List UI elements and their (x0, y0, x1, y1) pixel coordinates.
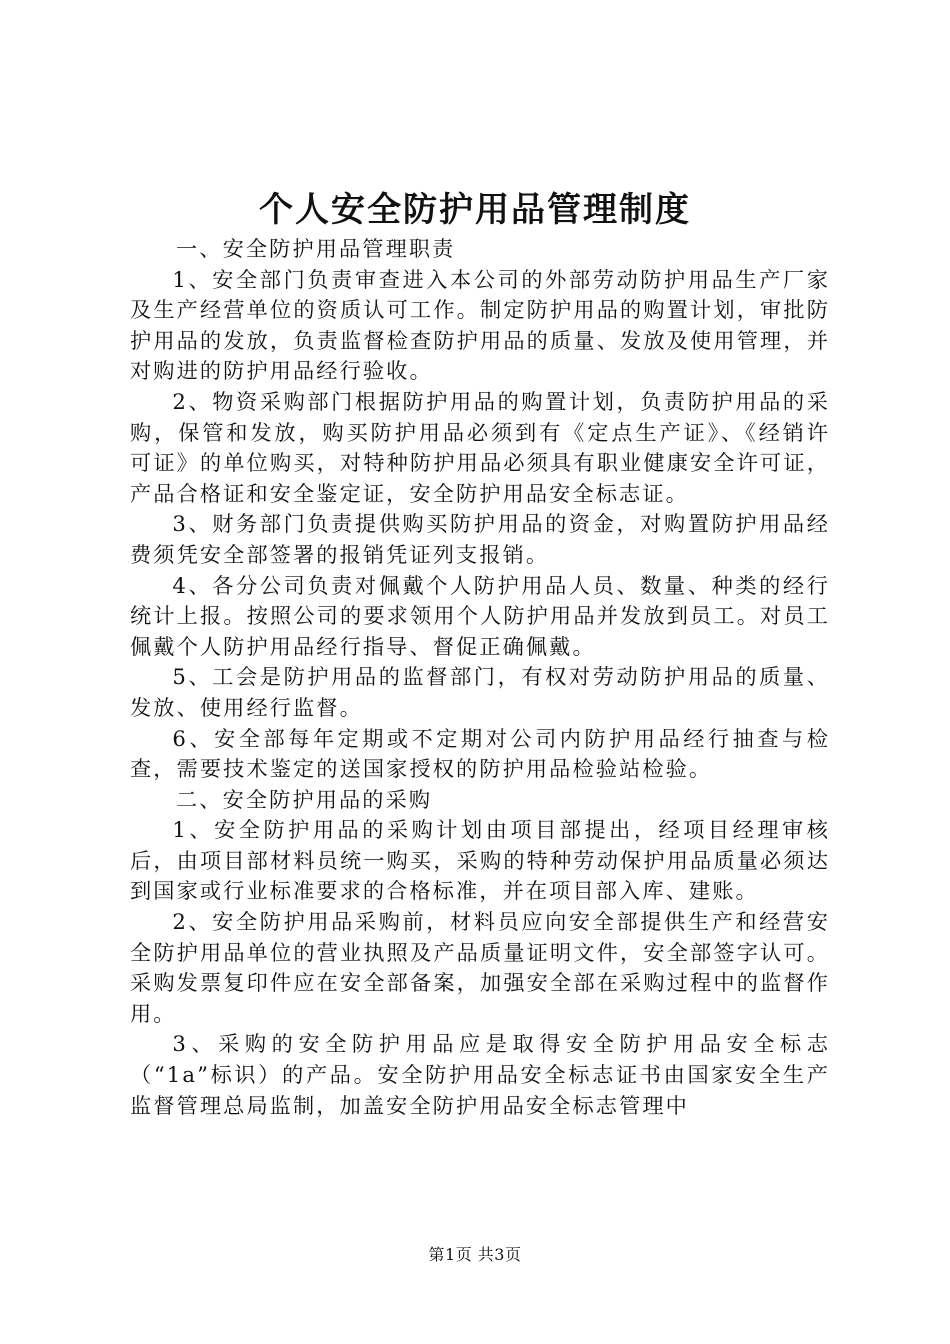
paragraph: 1、安全部门负责审查进入本公司的外部劳动防护用品生产厂家及生产经营单位的资质认可工作。制定防护用品的购置计划，审批防护用品的发放，负责监督检查防护用品的质量、发放及使用管理，并对购进的防护用品经行验收。 (130, 266, 830, 384)
section-heading-responsibilities: 一、安全防护用品管理职责 (176, 236, 456, 261)
paragraph: 4、各分公司负责对佩戴个人防护用品人员、数量、种类的经行统计上报。按照公司的要求领用个人防护用品并发放到员工。对员工佩戴个人防护用品经行指导、督促正确佩戴。 (130, 572, 830, 659)
paragraph: 5、工会是防护用品的监督部门，有权对劳动防护用品的质量、发放、使用经行监督。 (130, 664, 830, 720)
paragraph: 3、采购的安全防护用品应是取得安全防护用品安全标志（“1a”标识）的产品。安全防护用品安全标志证书由国家安全生产监督管理总局监制，加盖安全防护用品安全标志管理中 (130, 1031, 830, 1118)
paragraph: 2、物资采购部门根据防护用品的购置计划，负责防护用品的采购，保管和发放，购买防护用品必须到有《定点生产证》、《经销许可证》的单位购买，对特种防护用品必须具有职业健康安全许可证，产品合格证和安全鉴定证，安全防护用品安全标志证。 (130, 388, 830, 506)
paragraph: 6、安全部每年定期或不定期对公司内防护用品经行抽查与检查，需要技术鉴定的送国家授权的防护用品检验站检验。 (130, 725, 830, 782)
paragraph: 2、安全防护用品采购前，材料员应向安全部提供生产和经营安全防护用品单位的营业执照及产品质量证明文件，安全部签字认可。采购发票复印件应在安全部备案，加强安全部在采购过程中的监督作用。 (130, 909, 830, 1026)
paragraph: 3、财务部门负责提供购买防护用品的资金，对购置防护用品经费须凭安全部签署的报销凭证列支报销。 (130, 511, 830, 567)
section-heading-procurement: 二、安全防护用品的采购 (176, 786, 433, 812)
paragraph: 1、安全防护用品的采购计划由项目部提出，经项目经理审核后，由项目部材料员统一购买，采购的特种劳动保护用品质量必须达到国家或行业标准要求的合格标准，并在项目部入库、建账。 (130, 817, 830, 904)
page-footer-number: 第1页 共3页 (428, 1245, 522, 1264)
document-body (130, 234, 830, 1121)
document-title: 个人安全防护用品管理制度 (259, 190, 691, 230)
